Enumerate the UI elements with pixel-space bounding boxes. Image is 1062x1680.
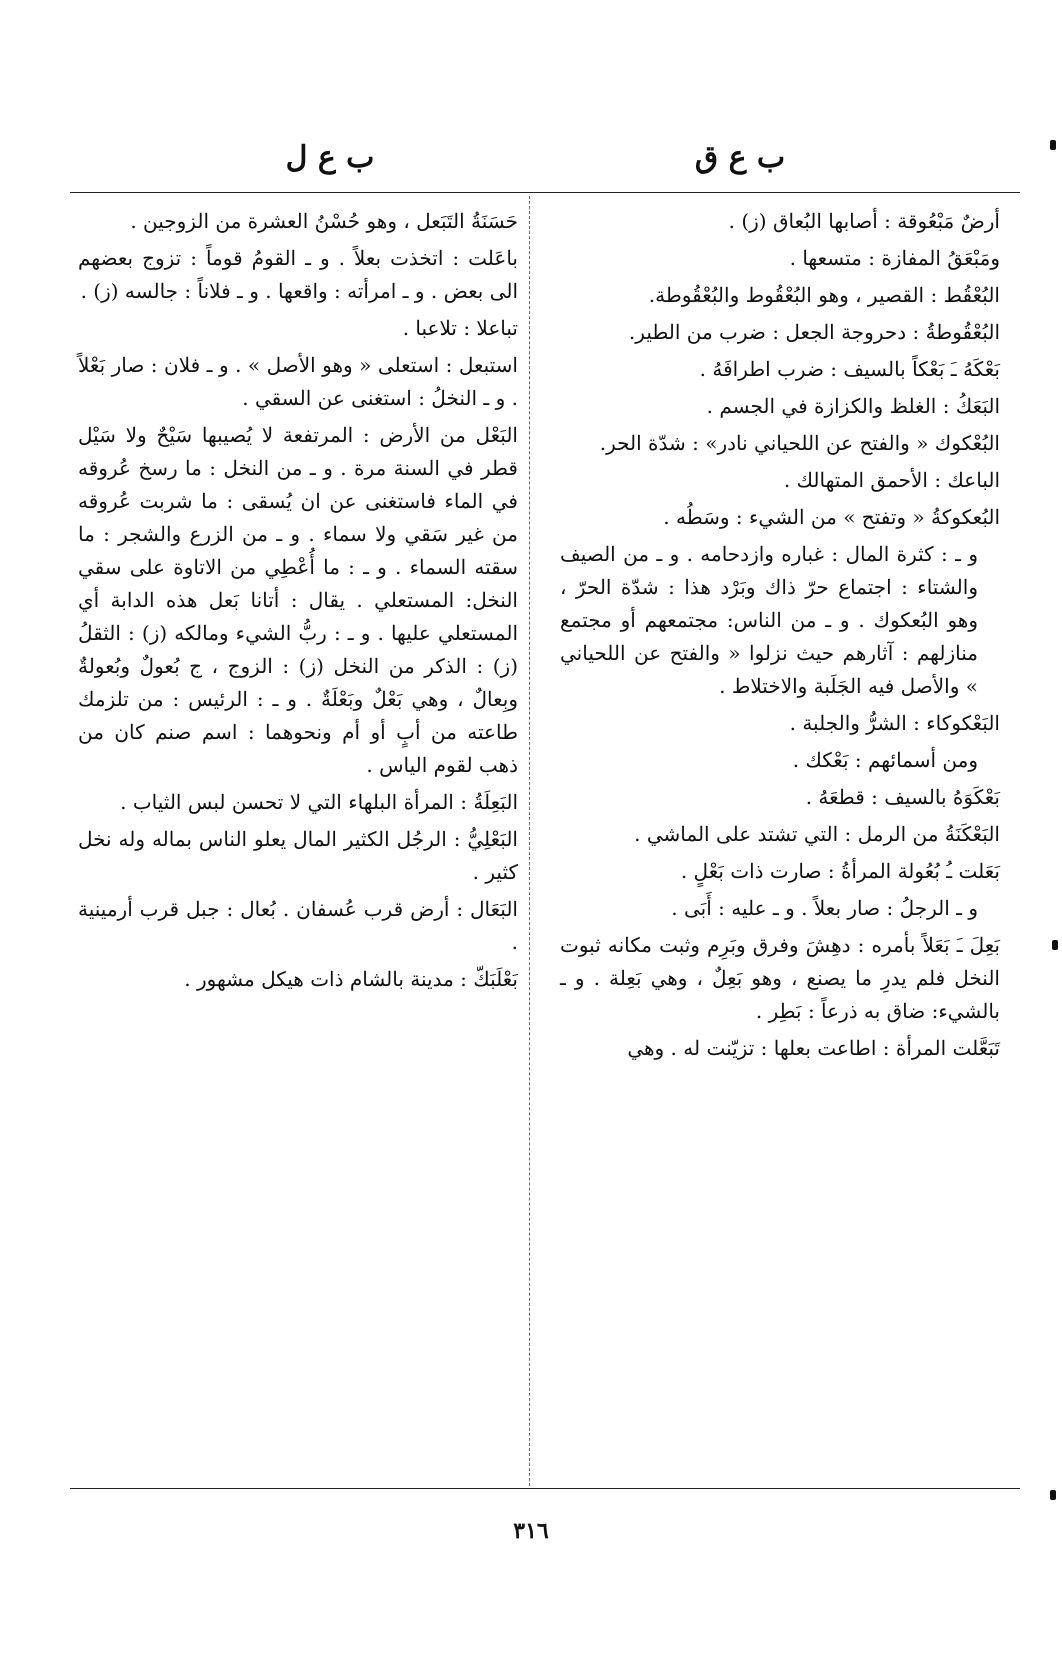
entry: البُعكوكةُ « وتفتح » من الشيء : وسَطُه . — [663, 505, 1000, 529]
entry: الباعك : الأحمق المتهالك . — [783, 468, 1000, 492]
scan-mark — [1052, 940, 1058, 950]
entry: و ـ : كثرة المال : غباره وازدحامه . و ـ من الصيف والشتاء : اجتماع حرّ ذاك وبَرْد هذا : شدّة الحرّ ، وهو البُعكوك . و ـ من الناس: مجتمعهم أو مجتمع منازلهم : آثارهم حيث نزلوا « والفتح عن اللحياني » والأصل فيه الجَلَبة والاختلاط . — [560, 542, 979, 698]
scan-mark — [1050, 1490, 1056, 1500]
entry: البَعَكُ : الغلظ والكزازة في الجسم . — [706, 394, 1000, 418]
entry: حَسَنَةُ التَبَعل ، وهو حُسْنُ العشرة من الزوجين . — [130, 209, 518, 233]
entry: ومَبْعَقُ المفازة : متسعها . — [789, 246, 1000, 270]
right-column — [560, 205, 1000, 1069]
entry: باعَلت : اتخذت بعلاً . و ـ القومُ قوماً : تزوج بعضهم الى بعض . و ـ امرأته : واقعها . و ـ فلاناً : جالسه (ز) . — [78, 246, 518, 303]
entry: و ـ الرجلُ : صار بعلاً . و ـ عليه : أَبَى . — [671, 896, 978, 920]
entry: البَعَال : أرض قرب عُسفان . بُعال : جبل قرب أرمينية . — [78, 897, 518, 954]
bottom-rule — [70, 1488, 1020, 1489]
entry: البُعْقُط : القصير ، وهو البُعْقُوط والبُعْقُوطة. — [648, 283, 1000, 307]
entry: البَعْل من الأرض : المرتفعة لا يُصيبها سَيْحٌ ولا سَيْل قطر في السنة مرة . و ـ من النخل : ما رسخ عُروقه في الماء فاستغنى عن ان يُسقى : ما شربت عُروقه من غير سَقي ولا سماء . و ـ من الزرع والشجر : ما سقته السماء . و ـ : ما أُعْطِي من الاتاوة على سقي النخل: المستعلي . يقال : أتانا بَعل هذه الدابة أي المستعلي عليها . و ـ : ربُّ الشيء ومالكه (ز) : الثقلُ (ز) : الذكر من النخل (ز) : الزوج ، ج بُعولٌ وبُعولةٌ وبِعالٌ ، وهي بَعْلٌ وبَعْلَةٌ . و ـ : الرئيس : من تلزمك طاعته من أبٍ أو أم ونحوهما : اسم صنم كان من ذهب لقوم الياس . — [78, 423, 518, 777]
right-column-header: ب ع ق — [694, 140, 786, 175]
entry: أرضٌ مَبْعُوقة : أصابها البُعاق (ز) . — [728, 209, 1000, 233]
scan-mark — [1050, 140, 1056, 150]
page-number: ٣١٦ — [513, 1518, 549, 1544]
entry: بَعَلت ـُ بُعُولة المرأةُ : صارت ذات بَعْلٍ . — [680, 859, 1000, 883]
entry: البَعِلَةُ : المرأة البلهاء التي لا تحسن لبس الثياب . — [120, 790, 518, 814]
left-column-header: ب ع ل — [285, 140, 375, 175]
column-divider — [529, 196, 530, 1486]
entry: بَعْكَهُ ـَ بَعْكاً بالسيف : ضرب اطرافَهُ . — [699, 357, 1000, 381]
entry: استبعل : استعلى « وهو الأصل » . و ـ فلان : صار بَعْلاً . و ـ النخلُ : استغنى عن السقي . — [78, 353, 518, 410]
entry: البُعْقُوطةُ : دحروجة الجعل : ضرب من الطير. — [628, 320, 1000, 344]
entry: تَبَعَّلت المرأة : اطاعت بعلها : تزيّنت له . وهي — [627, 1036, 1000, 1060]
entry: تباعلا : تلاعبا . — [402, 316, 518, 340]
entry: بَعْكَوَهُ بالسيف : قطعَهُ . — [805, 785, 1000, 809]
left-column — [78, 205, 518, 1000]
entry: البَعْكوكاء : الشرُّ والجلبة . — [789, 711, 1000, 735]
entry: البَعْكَنَةُ من الرمل : التي تشتد على الماشي . — [634, 822, 1000, 846]
entry: بَعِلَ ـَ بَعَلاً بأمره : دهِشَ وفرق وبَرِم وثبت مكانه ثبوت النخل فلم يدرِ ما يصنع ، وهو بَعِلٌ ، وهي بَعِلة . و ـ بالشيء: ضاق به ذرعاً : بَطِر . — [560, 933, 1000, 1023]
entry: البَعْلِيُّ : الرجُل الكثير المال يعلو الناس بماله وله نخل كثير . — [78, 827, 518, 884]
entry: بَعْلَبَكّ : مدينة بالشام ذات هيكل مشهور . — [184, 967, 518, 991]
entry: البُعْكوك « والفتح عن اللحياني نادر» : شدّة الحر. — [599, 431, 1000, 455]
entry: ومن أسمائهم : بَعْكك . — [792, 748, 978, 772]
top-rule — [70, 192, 1020, 193]
